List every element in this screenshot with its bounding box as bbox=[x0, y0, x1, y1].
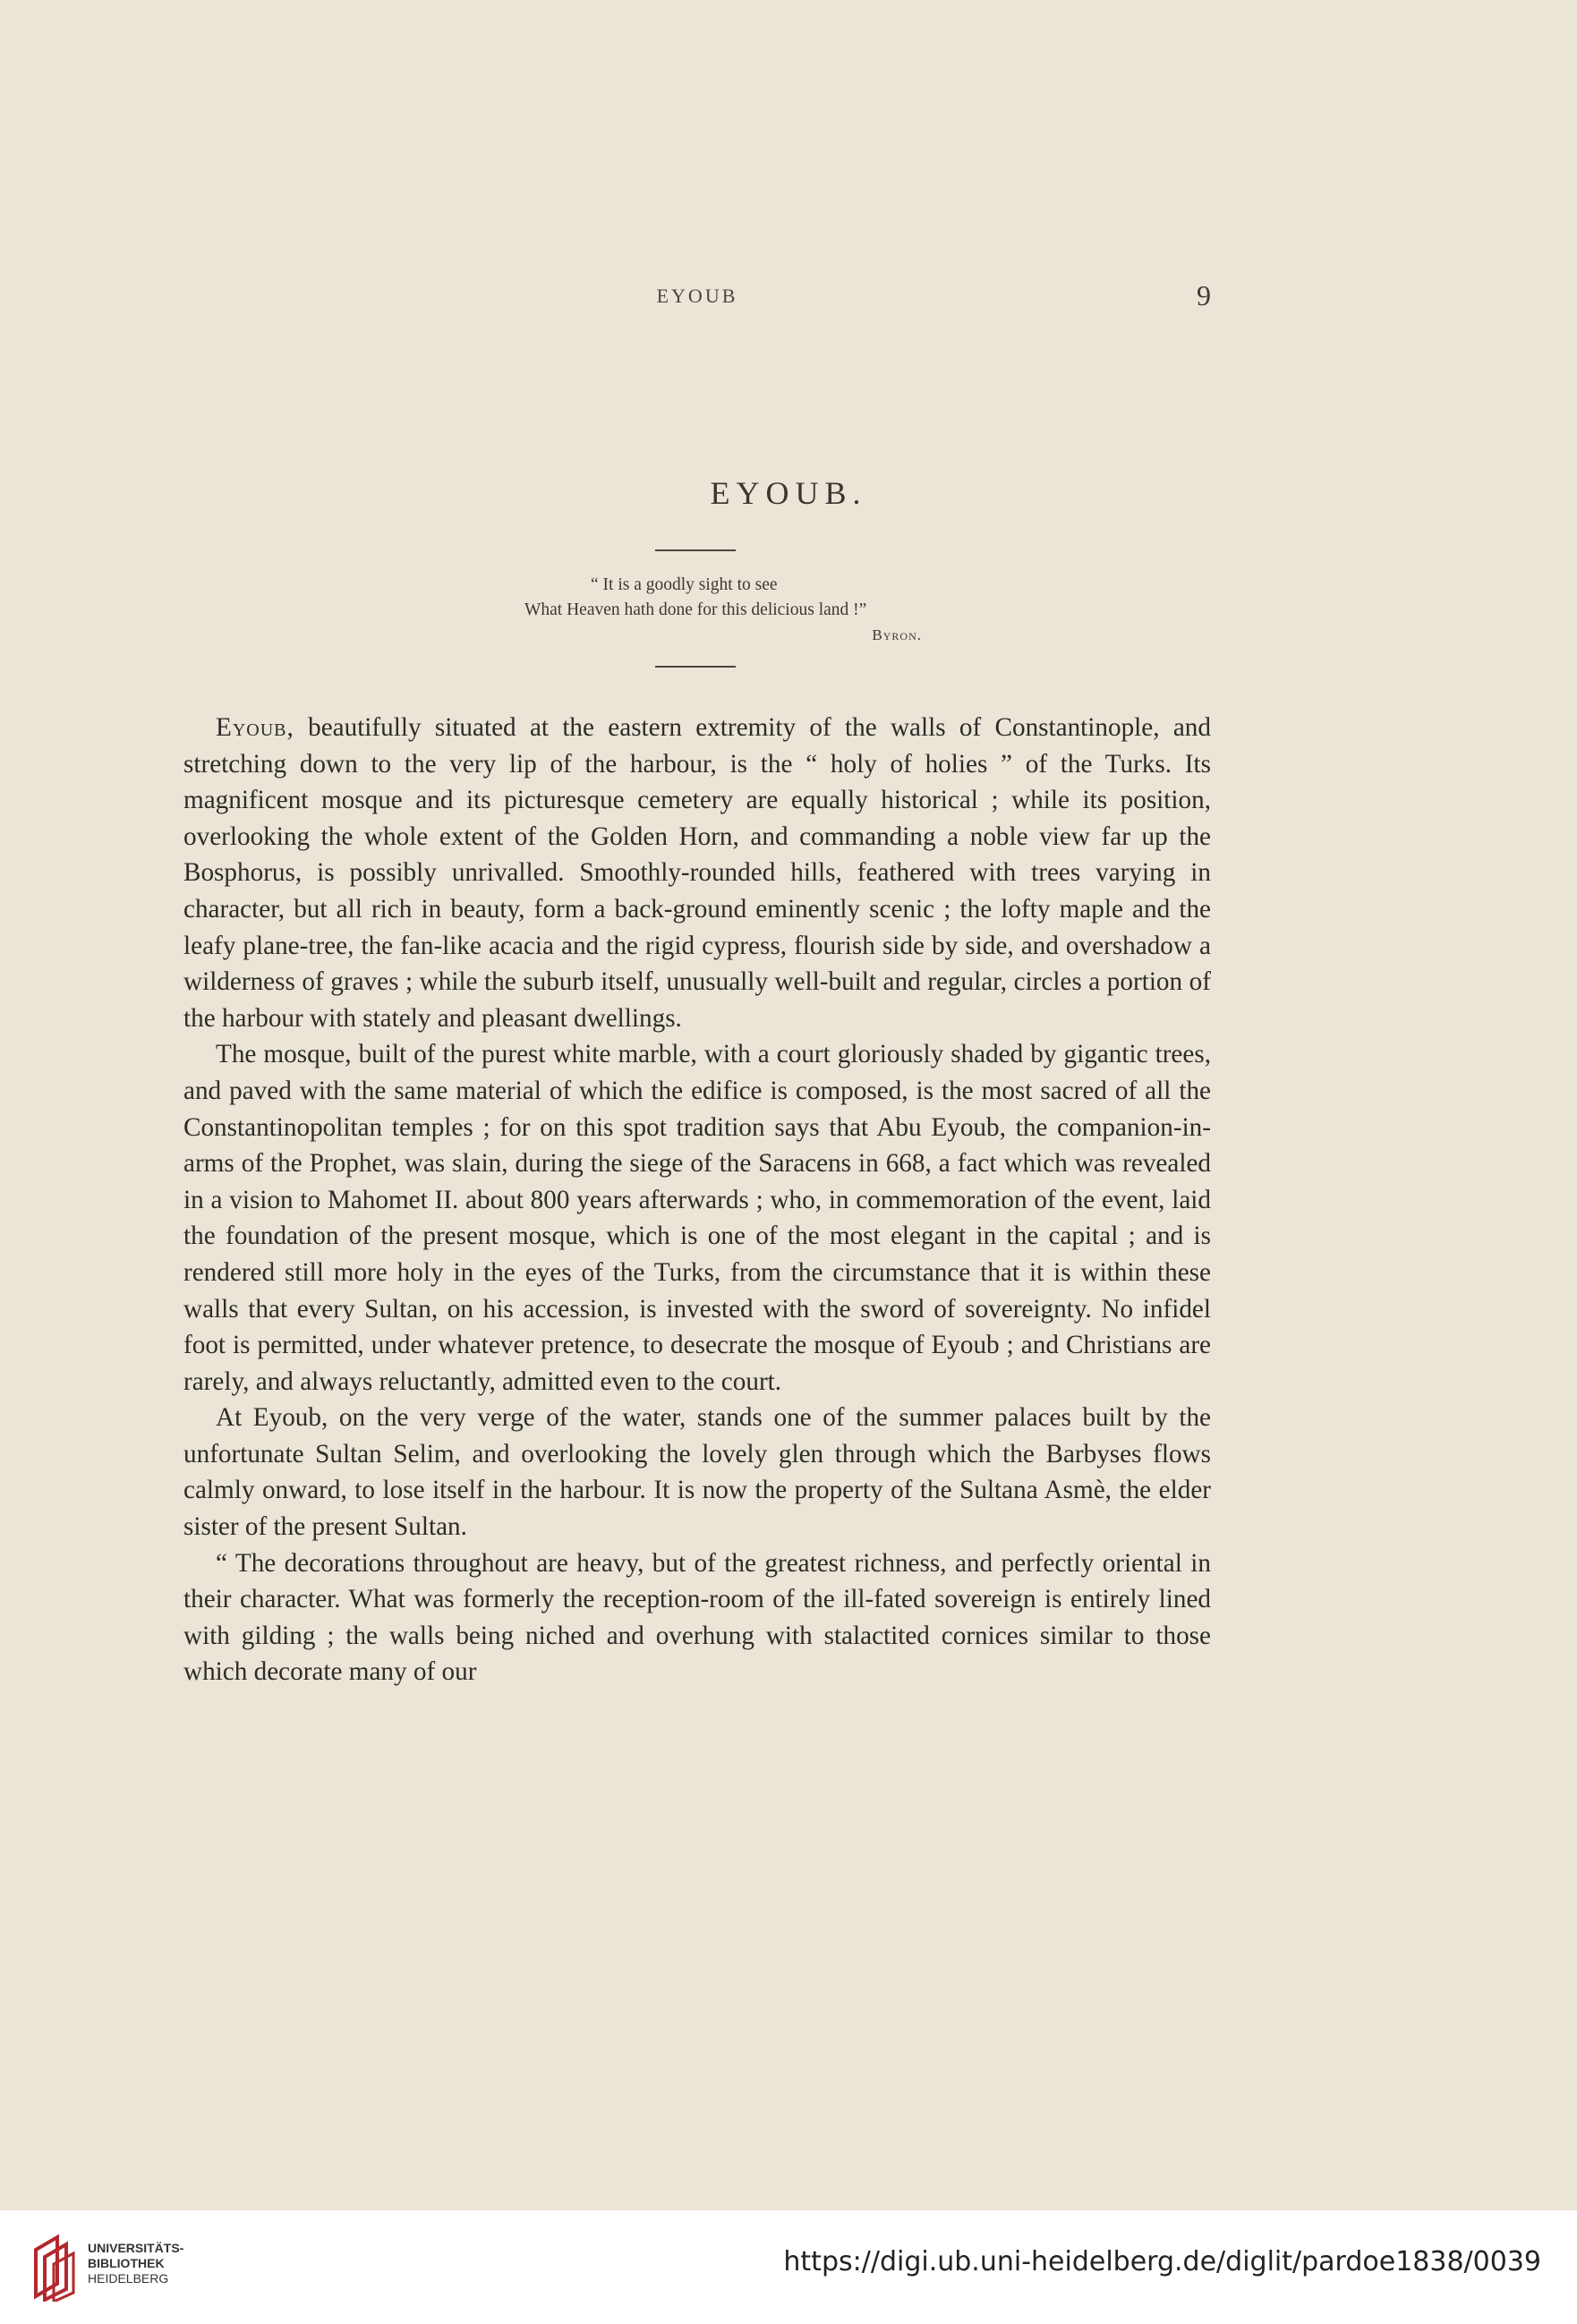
paragraph-2: The mosque, built of the purest white marble, with a court gloriously shaded by gigantic trees, and paved with the same material of which the edifice is composed, is the most sacred of all the Constantinopolitan temples ; for on this spot tradition says that Abu Eyoub, the companion-in-arms of the Prophet, was slain, during the siege of the Saracens in 668, a fact which was revealed in a vision to Mahomet II. about 800 years afterwards ; who, in commemoration of the event, laid the foundation of the present mosque, which is one of the most elegant in the capital ; and is rendered still more holy in the eyes of the Turks, from the circumstance that it is within these walls that every Sultan, on his accession, is invested with the sword of sovereignty. No infidel foot is permitted, under whatever pretence, to desecrate the mosque of Eyoub ; and Christians are rarely, and always reluctantly, admitted even to the court. bbox=[183, 1040, 1211, 1396]
running-head bbox=[183, 279, 1211, 320]
library-name-line-1: UNIVERSITÄTS- bbox=[88, 2241, 184, 2255]
library-name-line-3: HEIDELBERG bbox=[88, 2271, 169, 2286]
library-logo-icon bbox=[30, 2230, 77, 2302]
paragraph-1 bbox=[183, 710, 1211, 1036]
paragraph-4: “ The decorations throughout are heavy, but of the greatest richness, and perfectly oriental in their character. What was formerly the reception-room of the ill-fated sovereign is entirely lined with gilding ; the walls being niched and overhung with stalactited cornices similar to those which decorate many of our bbox=[183, 1548, 1211, 1687]
paragraph-3: At Eyoub, on the very verge of the water, stands one of the summer palaces built by the unfortunate Sultan Selim, and overlooking the lovely glen through which the Barbyses flows calmly onward, to lose itself in the harbour. It is now the property of the Sultana Asmè, the elder sister of the present Sultan. bbox=[183, 1403, 1211, 1542]
bottom-rule bbox=[655, 666, 736, 668]
body-text bbox=[183, 710, 1211, 1690]
paragraph-1-text: beautifully situated at the eastern extremity of the walls of Constantinople, and stretching down to the very lip of the harbour, is the “ holy of holies ” of the Turks. Its magnificent mosque and its picturesque cemetery are equally historical ; while its position, overlooking the whole extent of the Golden Horn, and commanding a noble view far up the Bosphorus, is possibly unrivalled. Smoothly-rounded hills, feathered with trees varying in character, but all rich in beauty, form a back-ground eminently scenic ; the lofty maple and the leafy plane-tree, the fan-like acacia and the rigid cypress, flourish side by side, and overshadow a wilderness of graves ; while the suburb itself, unusually well-built and regular, circles a portion of the harbour with stately and pleasant dwellings. bbox=[183, 713, 1211, 1033]
epigraph-line-1: “ It is a goodly sight to see bbox=[591, 575, 778, 594]
running-title: EYOUB bbox=[656, 285, 738, 307]
paragraph-1-lead: Eyoub, bbox=[216, 713, 294, 742]
epigraph-attribution: Byron. bbox=[872, 626, 922, 643]
footer-bar bbox=[0, 2210, 1577, 2324]
chapter-title: EYOUB. bbox=[710, 475, 867, 511]
page-number: 9 bbox=[1197, 279, 1211, 311]
library-name bbox=[88, 2241, 183, 2286]
epigraph-line-2: What Heaven hath done for this delicious land !” bbox=[524, 600, 867, 619]
top-rule bbox=[655, 549, 736, 551]
source-url[interactable]: https://digi.ub.uni-heidelberg.de/diglit/pardoe1838/0039 bbox=[783, 2246, 1541, 2277]
epigraph bbox=[448, 573, 931, 648]
library-name-line-2: BIBLIOTHEK bbox=[88, 2256, 165, 2270]
